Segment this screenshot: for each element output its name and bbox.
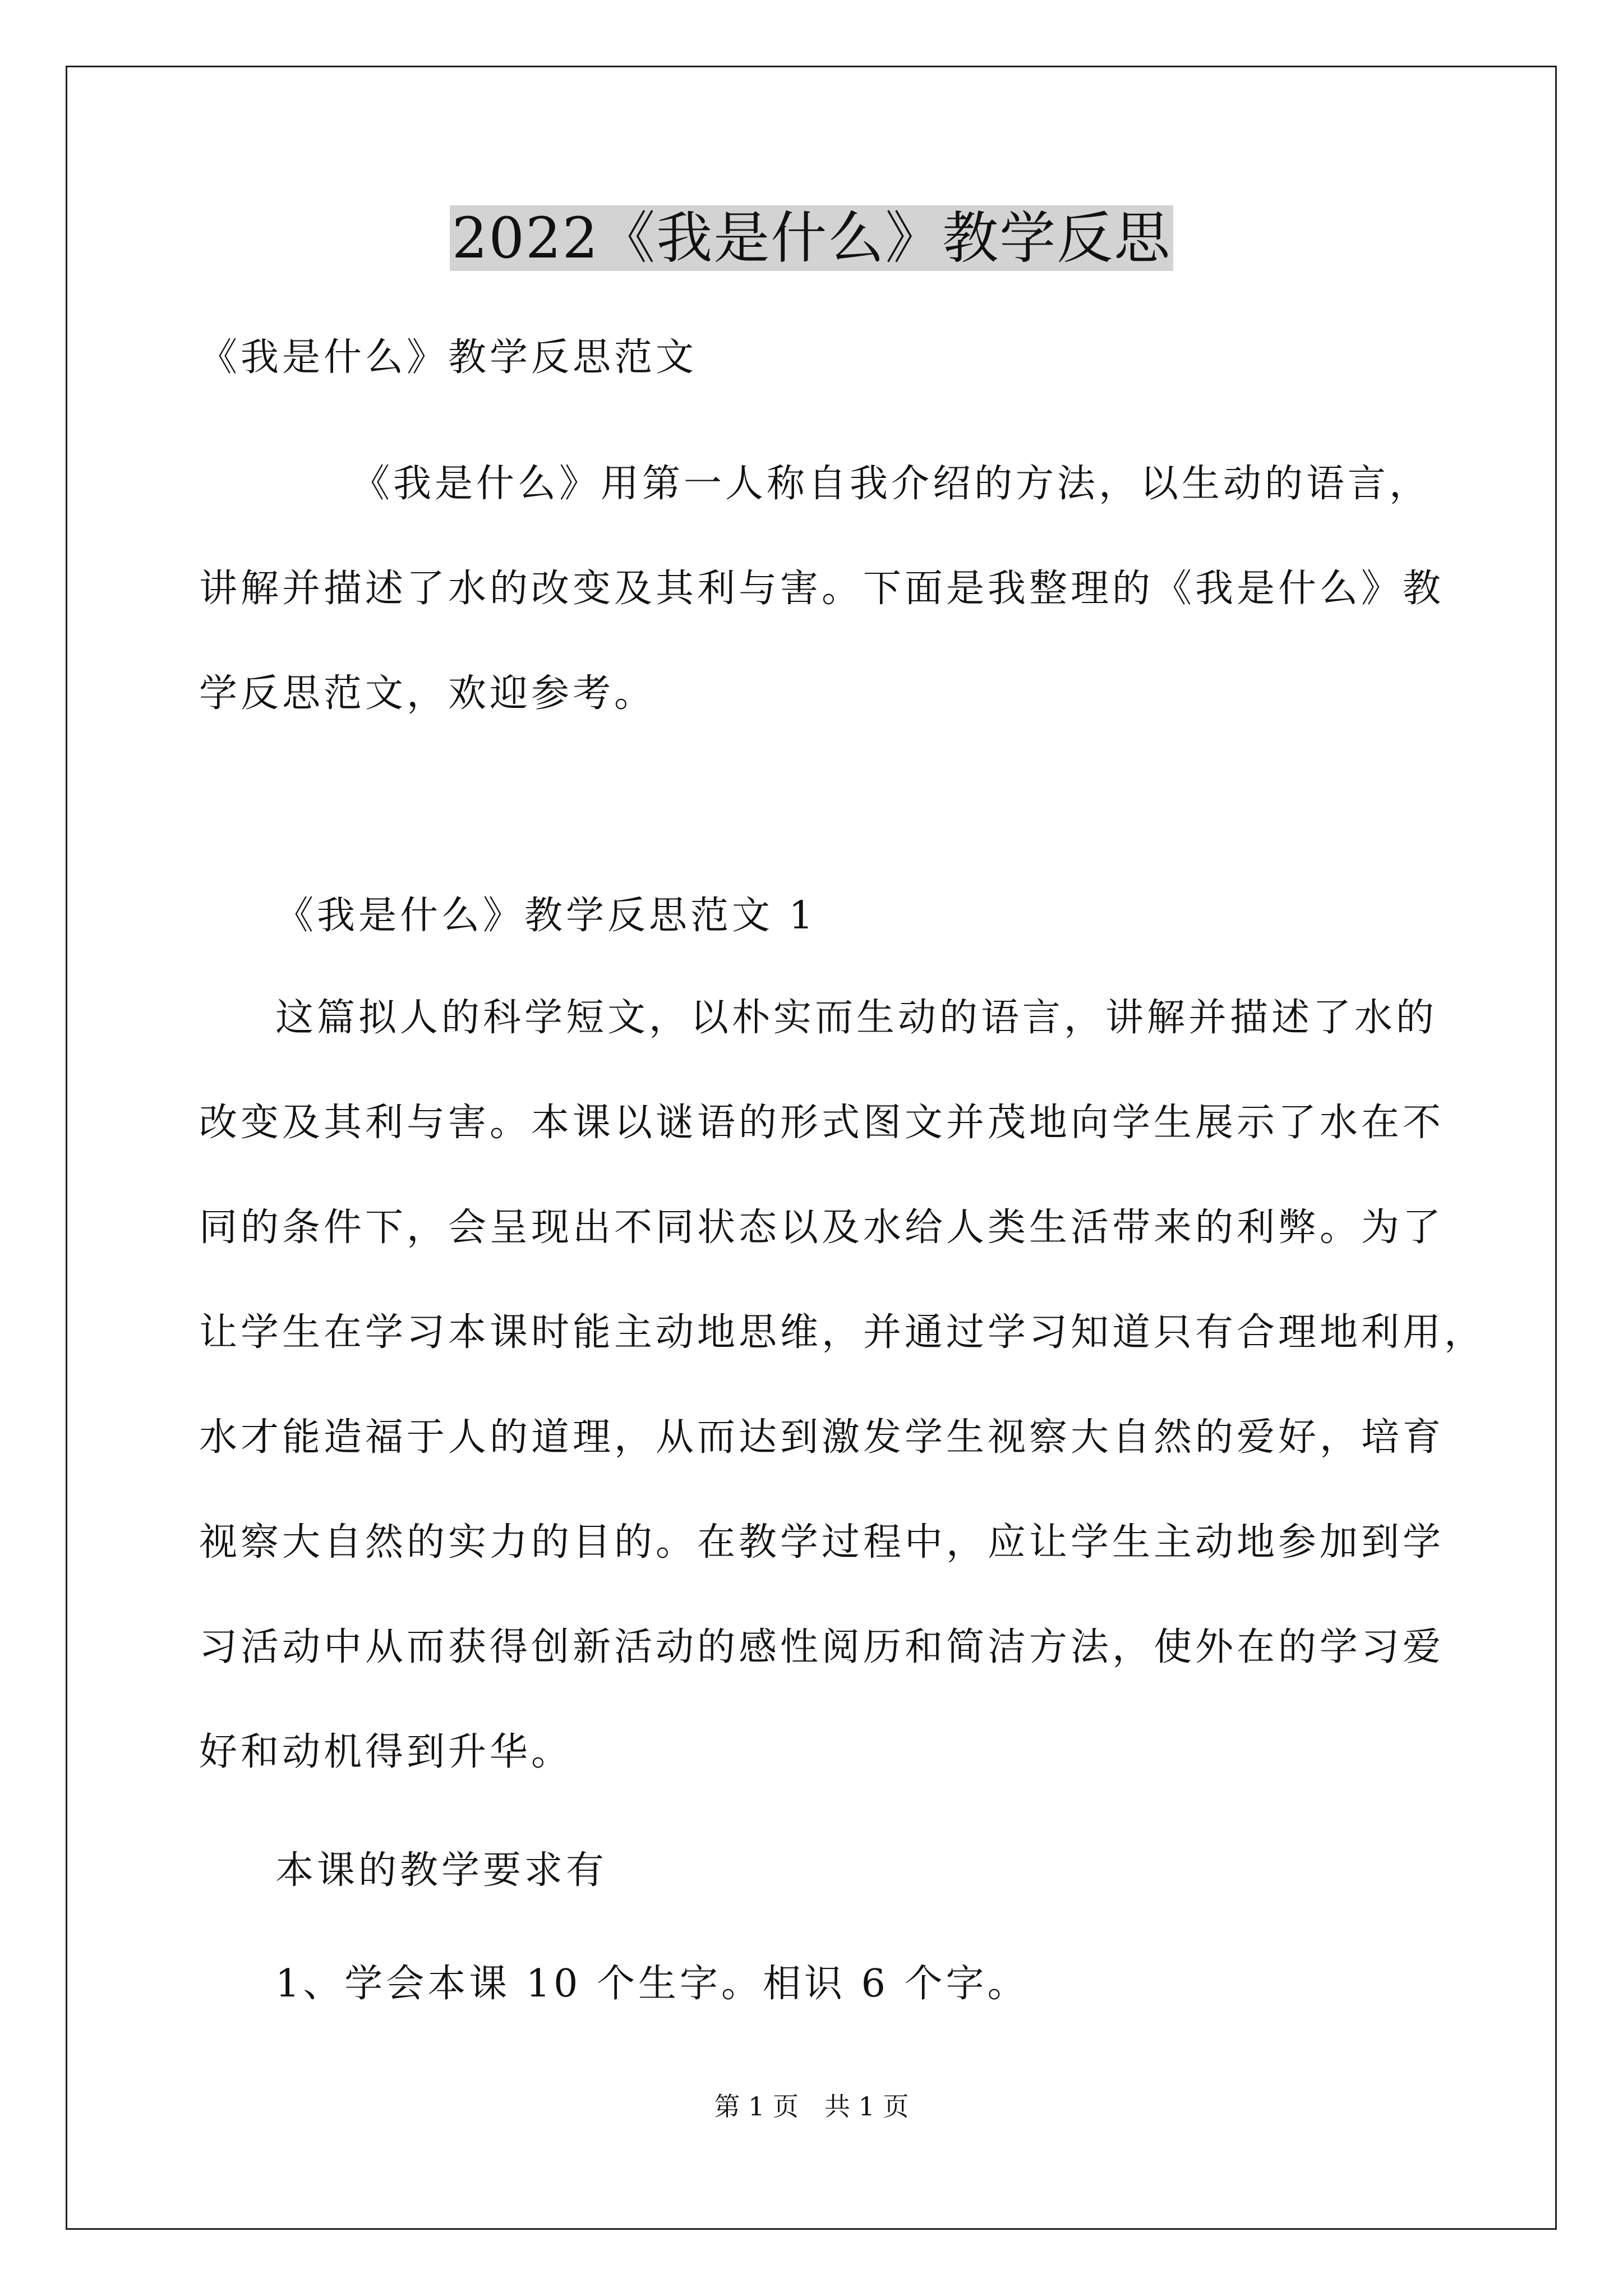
body-line-2: 改变及其利与害。本课以谜语的形式图文并茂地向学生展示了水在不	[199, 1101, 1445, 1145]
document-title-text: 2022《我是什么》教学反思	[450, 205, 1174, 271]
intro-line-2: 讲解并描述了水的改变及其利与害。下面是我整理的《我是什么》教	[199, 567, 1445, 611]
body-line-5: 水才能造福于人的道理，从而达到激发学生视察大自然的爱好，培育	[199, 1415, 1445, 1460]
document-subtitle: 《我是什么》教学反思范文	[199, 335, 698, 380]
body-line-7: 习活动中从而获得创新活动的感性阅历和简洁方法，使外在的学习爱	[199, 1625, 1445, 1669]
requirements-heading: 本课的教学要求有	[275, 1848, 608, 1893]
body-line-6: 视察大自然的实力的目的。在教学过程中，应让学生主动地参加到学	[199, 1520, 1445, 1565]
body-line-3: 同的条件下，会呈现出不同状态以及水给人类生活带来的利弊。为了	[199, 1205, 1445, 1250]
intro-line-3: 学反思范文，欢迎参考。	[199, 671, 656, 716]
body-line-1: 这篇拟人的科学短文，以朴实而生动的语言，讲解并描述了水的	[275, 996, 1438, 1040]
page-footer: 第 1 页 共 1 页	[714, 2091, 909, 2122]
body-line-8: 好和动机得到升华。	[199, 1730, 573, 1774]
document-title	[0, 199, 1623, 278]
section-heading: 《我是什么》教学反思范文 1	[275, 894, 817, 938]
body-line-4: 让学生在学习本课时能主动地思维，并通过学习知道只有合理地利用，	[199, 1310, 1486, 1355]
intro-line-1: 《我是什么》用第一人称自我介绍的方法，以生动的语言，	[352, 462, 1431, 506]
requirement-item-1: 1、学会本课 10 个生字。相识 6 个字。	[275, 1962, 1029, 2006]
